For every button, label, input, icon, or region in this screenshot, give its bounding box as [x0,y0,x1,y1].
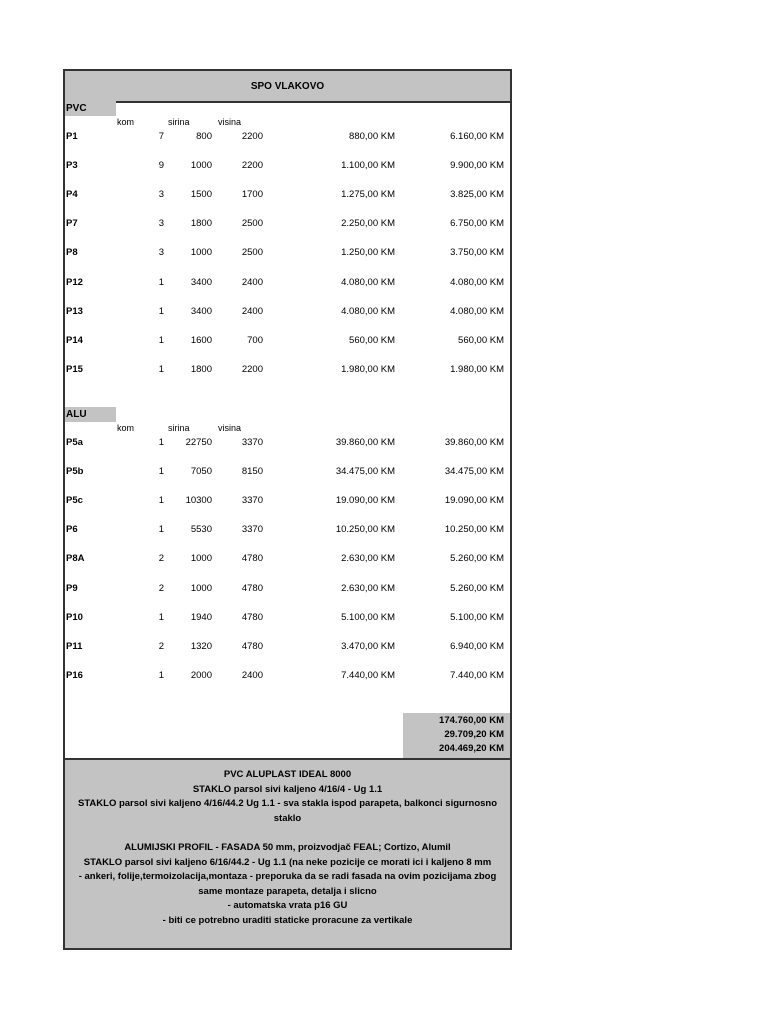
item-width: 10300 [185,495,212,507]
item-code: P4 [66,189,78,201]
note-line: same montaze parapeta, detalja i slicno [198,885,377,897]
col-header-visina: visina [218,117,242,127]
item-unit-price: 1.250,00 KM [341,247,395,259]
item-unit-price: 1.100,00 KM [341,160,395,172]
item-height: 8150 [241,466,263,478]
item-unit-price: 10.250,00 KM [335,524,395,536]
item-quantity: 3 [158,247,164,259]
item-total: 5.260,00 KM [450,553,504,565]
item-width: 1000 [190,247,212,259]
item-quantity: 1 [158,334,164,346]
item-total: 5.260,00 KM [450,582,504,594]
col-header-sirina: sirina [168,423,190,433]
item-quantity: 1 [158,276,164,288]
item-width: 1320 [190,640,212,652]
item-code: P10 [66,611,83,623]
table-row [65,436,510,450]
item-quantity: 2 [158,582,164,594]
item-unit-price: 19.090,00 KM [335,495,395,507]
item-quantity: 1 [158,669,164,681]
item-total: 6.160,00 KM [450,131,504,142]
item-quantity: 1 [158,437,164,448]
item-unit-price: 4.080,00 KM [341,276,395,288]
item-width: 1800 [190,218,212,230]
item-code: P1 [66,131,78,142]
item-height: 3370 [241,437,263,448]
item-height: 2200 [241,131,263,142]
table-row [65,246,510,260]
note-line: ALUMIJSKI PROFIL - FASADA 50 mm, proizvodjač FEAL; Cortizo, Alumil [124,841,451,853]
col-header-kom: kom [117,423,135,433]
item-width: 1800 [190,363,212,375]
item-code: P6 [66,524,78,536]
item-code: P3 [66,160,78,172]
item-height: 2400 [241,669,263,681]
table-row [65,611,510,625]
table-row [65,159,510,173]
item-width: 22750 [185,437,212,448]
section-label-pvc: PVC [65,101,116,116]
item-height: 2400 [241,305,263,317]
item-quantity: 2 [158,640,164,652]
item-unit-price: 3.470,00 KM [341,640,395,652]
note-line: staklo [273,812,302,824]
item-unit-price: 4.080,00 KM [341,305,395,317]
tax-value: 29.709,20 KM [444,729,504,740]
note-line: STAKLO parsol sivi kaljeno 4/16/44.2 Ug 1.1 - sva stakla ispod parapeta, balkonci sigurnosno [77,798,498,810]
item-unit-price: 880,00 KM [349,131,395,142]
table-row [65,669,510,683]
section-label-alu: ALU [65,407,116,422]
table-row [65,363,510,377]
item-width: 1000 [190,160,212,172]
item-code: P16 [66,669,83,681]
table-row [65,494,510,508]
item-unit-price: 34.475,00 KM [335,466,395,478]
item-quantity: 3 [158,218,164,230]
item-quantity: 1 [158,363,164,375]
note-line: STAKLO parsol sivi kaljeno 4/16/4 - Ug 1.1 [192,783,383,795]
item-total: 560,00 KM [458,334,504,346]
item-height: 2400 [241,276,263,288]
item-width: 5530 [190,524,212,536]
item-quantity: 1 [158,495,164,507]
item-height: 3370 [241,495,263,507]
col-header-kom: kom [117,117,135,127]
item-height: 2500 [241,218,263,230]
table-row [65,640,510,654]
item-total: 6.940,00 KM [450,640,504,652]
item-code: P9 [66,582,78,594]
item-width: 7050 [190,466,212,478]
item-total: 4.080,00 KM [450,276,504,288]
item-code: P11 [66,640,83,652]
note-line: - automatska vrata p16 GU [227,900,348,912]
grand-total-value: 204.469,20 KM [439,743,504,754]
item-unit-price: 39.860,00 KM [335,437,395,448]
item-total: 34.475,00 KM [444,466,504,478]
item-quantity: 2 [158,553,164,565]
item-width: 1000 [190,582,212,594]
table-row [65,465,510,479]
table-row [65,305,510,319]
table-row [65,523,510,537]
item-code: P5a [66,437,83,448]
col-header-sirina: sirina [168,117,190,127]
item-unit-price: 2.250,00 KM [341,218,395,230]
item-code: P12 [66,276,83,288]
item-code: P15 [66,363,83,375]
item-unit-price: 5.100,00 KM [341,611,395,623]
item-total: 39.860,00 KM [444,437,504,448]
note-line: - biti ce potrebno uraditi staticke proracune za vertikale [162,914,413,926]
item-total: 3.825,00 KM [450,189,504,201]
item-unit-price: 7.440,00 KM [341,669,395,681]
table-row [65,334,510,348]
item-quantity: 1 [158,305,164,317]
item-height: 2200 [241,363,263,375]
item-quantity: 1 [158,611,164,623]
item-quantity: 1 [158,466,164,478]
item-code: P13 [66,305,83,317]
item-unit-price: 2.630,00 KM [341,553,395,565]
item-height: 4780 [241,582,263,594]
item-total: 1.980,00 KM [450,363,504,375]
item-total: 4.080,00 KM [450,305,504,317]
subtotal-value: 174.760,00 KM [439,715,504,726]
sheet-title: SPO VLAKOVO [65,71,510,103]
item-height: 2500 [241,247,263,259]
item-code: P8A [66,553,85,565]
item-width: 1000 [190,553,212,565]
table-row [65,276,510,290]
table-row [65,130,510,144]
item-width: 1600 [190,334,212,346]
table-row [65,552,510,566]
item-height: 3370 [241,524,263,536]
item-code: P8 [66,247,78,259]
item-code: P5b [66,466,84,478]
item-quantity: 7 [158,131,164,142]
item-width: 3400 [190,305,212,317]
item-width: 1940 [190,611,212,623]
item-height: 4780 [241,640,263,652]
note-line: - ankeri, folije,termoizolacija,montaza - preporuka da se radi fasada na ovim pozicijama zbog [78,871,497,883]
item-width: 2000 [190,669,212,681]
item-code: P5c [66,495,83,507]
item-quantity: 1 [158,524,164,536]
item-width: 1500 [190,189,212,201]
item-total: 9.900,00 KM [450,160,504,172]
item-height: 700 [247,334,263,346]
item-total: 7.440,00 KM [450,669,504,681]
note-line: STAKLO parsol sivi kaljeno 6/16/44.2 - Ug 1.1 (na neke pozicije ce morati ici i kaljeno 8 mm [83,856,492,868]
note-line: PVC ALUPLAST IDEAL 8000 [223,769,352,780]
totals-box [403,713,510,759]
item-total: 19.090,00 KM [444,495,504,507]
item-height: 4780 [241,611,263,623]
item-unit-price: 1.275,00 KM [341,189,395,201]
item-width: 800 [196,131,212,142]
item-total: 6.750,00 KM [450,218,504,230]
table-row [65,582,510,596]
col-header-visina: visina [218,423,242,433]
item-unit-price: 1.980,00 KM [341,363,395,375]
table-row [65,188,510,202]
item-unit-price: 2.630,00 KM [341,582,395,594]
item-width: 3400 [190,276,212,288]
table-row [65,217,510,231]
item-quantity: 9 [158,160,164,172]
item-height: 2200 [241,160,263,172]
spreadsheet [63,69,512,950]
notes-block [65,758,510,948]
item-code: P7 [66,218,78,230]
item-total: 3.750,00 KM [450,247,504,259]
item-total: 10.250,00 KM [444,524,504,536]
item-code: P14 [66,334,83,346]
note-line [75,826,500,841]
item-unit-price: 560,00 KM [349,334,395,346]
item-height: 1700 [241,189,263,201]
item-quantity: 3 [158,189,164,201]
item-total: 5.100,00 KM [450,611,504,623]
item-height: 4780 [241,553,263,565]
